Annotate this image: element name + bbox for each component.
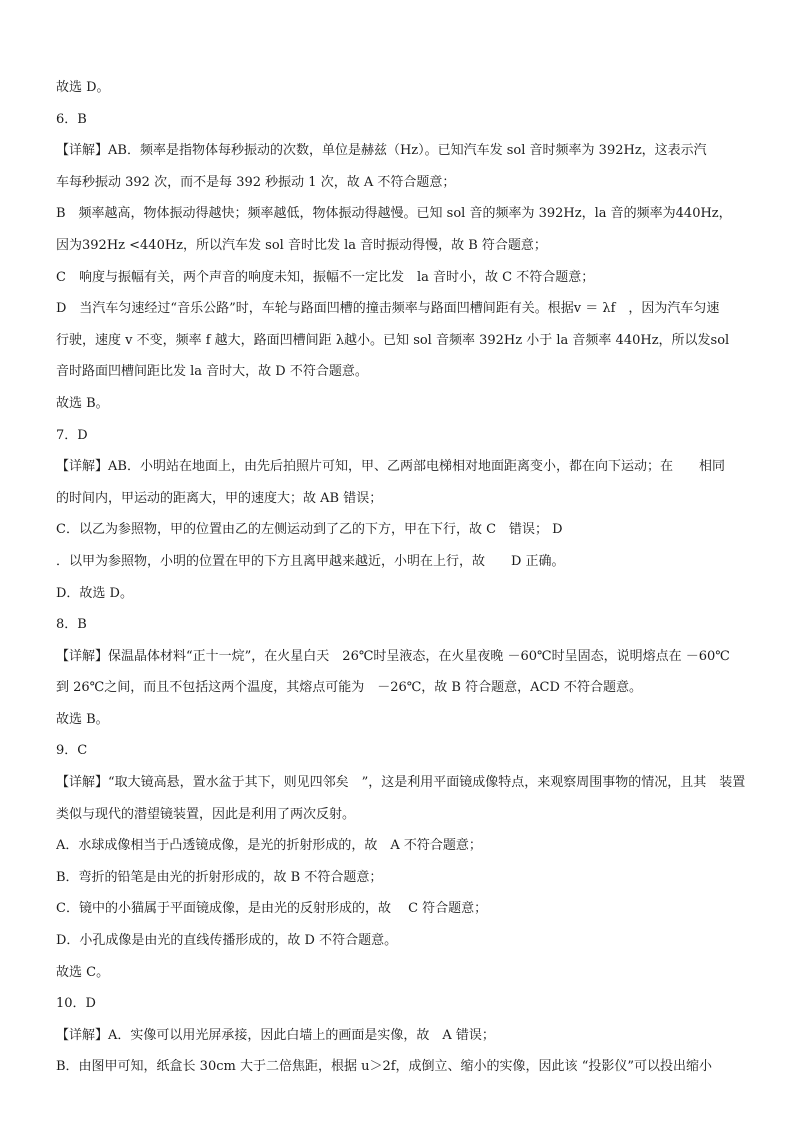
text-line: B．由图甲可知，纸盒长 30cm 大于二倍焦距，根据 u＞2f，成倒立、缩小的实像，因此该 “投影仪”可以投出缩小 [56, 1059, 712, 1075]
text-line: 【详解】AB．小明站在地面上，由先后拍照片可知，甲、乙两部电梯相对地面距离变小，都在向下运动；在 相同 [56, 459, 725, 475]
text-line: D．小孔成像是由光的直线传播形成的，故 D 不符合题意。 [56, 933, 398, 949]
text-line: 【详解】AB．频率是指物体每秒振动的次数，单位是赫兹（Hz）。已知汽车发 sol 音时频率为 392Hz，这表示汽 [56, 143, 707, 159]
text-line: B．弯折的铅笔是由光的折射形成的，故 B 不符合题意； [56, 869, 383, 885]
text-line: ．以甲为参照物，小明的位置在甲的下方且离甲越来越近，小明在上行，故 D 正确。 [56, 553, 565, 569]
text-line: 车每秒振动 392 次，而不是每 392 秒振动 1 次，故 A 不符合题意； [56, 174, 456, 190]
question-answer-heading: 7．D [56, 427, 88, 443]
question-answer-heading: 6．B [56, 111, 87, 127]
text-line: 【详解】保温晶体材料“正十一烷”，在火星白天 26℃时呈液态，在火星夜晚 －60℃时呈固态，说明熔点在 －60℃ [56, 648, 730, 664]
text-line: C．以乙为参照物，甲的位置由乙的左侧运动到了乙的下方，甲在下行，故 C 错误； D [56, 522, 563, 538]
text-line: 类似与现代的潜望镜装置，因此是利用了两次反射。 [56, 806, 356, 822]
text-line: A．水球成像相当于凸透镜成像，是光的折射形成的，故 A 不符合题意； [56, 838, 482, 854]
text-line: 故选 B。 [56, 395, 109, 411]
answer-document [56, 72, 746, 1083]
text-line: 到 26℃之间，而且不包括这两个温度，其熔点可能为 －26℃，故 B 符合题意，ACD 不符合题意。 [56, 680, 643, 696]
text-line: 因为392Hz <440Hz，所以汽车发 sol 音时比发 la 音时振动得慢，故 B 符合题意； [56, 237, 547, 253]
text-line: 故选 B。 [56, 711, 109, 727]
text-line: 【详解】A．实像可以用光屏承接，因此白墙上的画面是实像，故 A 错误； [56, 1027, 495, 1043]
text-line: 故选 D。 [56, 80, 110, 95]
text-line: 音时路面凹槽间距比发 la 音时大，故 D 不符合题意。 [56, 364, 368, 380]
question-answer-heading: 9．C [56, 743, 88, 759]
text-line: D 当汽车匀速经过“音乐公路”时，车轮与路面凹槽的撞击频率与路面凹槽间距有关。根据v ＝ λf ，因为汽车匀速 [56, 301, 720, 317]
question-answer-heading: 10．D [56, 996, 96, 1012]
text-line: 行驶，速度 v 不变，频率 f 越大，路面凹槽间距 λ越小。已知 sol 音频率 392Hz 小于 la 音频率 440Hz，所以发sol [56, 332, 730, 348]
question-answer-heading: 8．B [56, 617, 87, 633]
text-line: D．故选 D。 [56, 585, 133, 601]
text-line: B 频率越高，物体振动得越快；频率越低，物体振动得越慢。已知 sol 音的频率为 392Hz，la 音的频率为440Hz， [56, 206, 732, 222]
text-line: C 响度与振幅有关，两个声音的响度未知，振幅不一定比发 la 音时小，故 C 不符合题意； [56, 269, 595, 285]
text-line: 故选 C。 [56, 964, 110, 980]
text-line: 的时间内，甲运动的距离大，甲的速度大；故 AB 错误； [56, 490, 383, 506]
text-line: C．镜中的小猫属于平面镜成像，是由光的反射形成的，故 C 符合题意； [56, 901, 488, 917]
text-line: 【详解】“取大镜高悬，置水盆于其下，则见四邻矣 ”，这是利用平面镜成像特点，来观察周围事物的情况，且其 装置 [56, 775, 746, 791]
